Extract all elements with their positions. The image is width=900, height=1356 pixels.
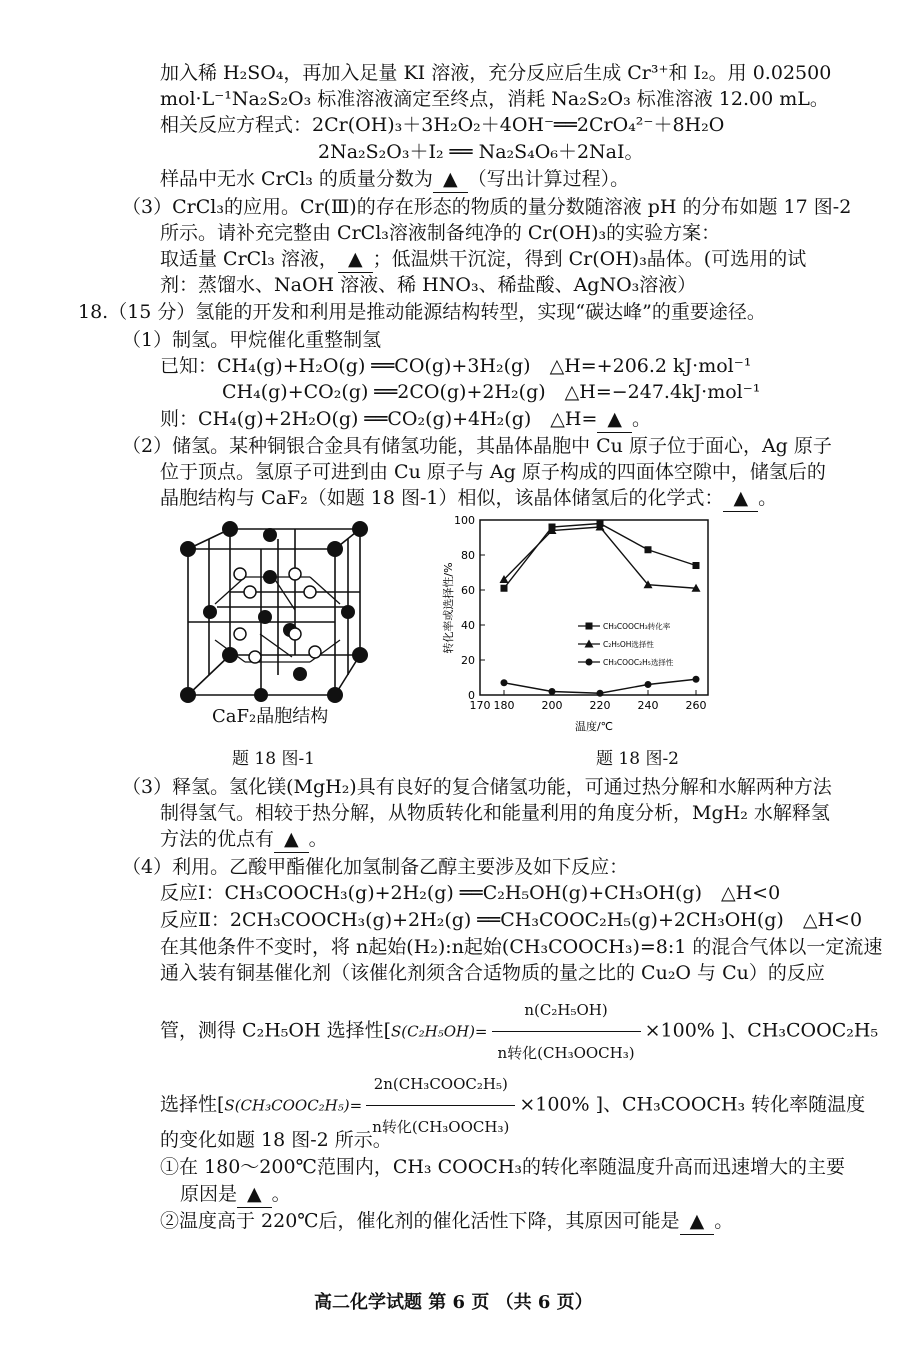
text: 。 — [758, 487, 778, 509]
text-line: 反应Ⅱ：2CH₃COOCH₃(g)+2H₂(g) ══CH₃COOC₂H₅(g)+2CH₃OH(g) △H<0 — [160, 909, 863, 931]
text: 。 — [632, 408, 652, 430]
caf2-unit-cell-figure — [170, 512, 380, 732]
text-line: ①在 180～200℃范围内，CH₃ COOCH₃的转化率随温度升高而迅速增大的主要 — [160, 1156, 846, 1178]
x-tick-label: 240 — [637, 699, 659, 712]
y-tick-label: 20 — [461, 654, 475, 667]
fraction-numerator: 2n(CH₃COOC₂H₅) — [366, 1064, 515, 1106]
page-footer: 高二化学试题 第 6 页 （共 6 页） — [314, 1292, 593, 1313]
text: ②温度高于 220℃后，催化剂的催化活性下降，其原因可能是 — [160, 1210, 680, 1232]
text-line — [160, 485, 777, 512]
text-line: 已知：CH₄(g)+H₂O(g) ══CO(g)+3H₂(g) △H=+206.2 kJ·mol⁻¹ — [160, 355, 752, 377]
data-point — [501, 585, 508, 592]
text-line — [160, 826, 328, 853]
text-line — [180, 1181, 291, 1208]
fraction-numerator: n(C₂H₅OH) — [492, 990, 641, 1032]
answer-blank: ▲ — [237, 1181, 272, 1208]
text-line: （3）释氢。氢化镁(MgH₂)具有良好的复合储氢功能，可通过热分解和水解两种方法 — [122, 776, 832, 798]
text-line: （2）储氢。某种铜银合金具有储氢功能，其晶体晶胞中 Cu 原子位于面心，Ag 原子 — [122, 435, 832, 457]
text: ；低温烘干沉淀，得到 Cr(OH)₃晶体。(可选用的试 — [372, 248, 807, 270]
y-tick-label: 80 — [461, 549, 475, 562]
legend-label: CH₃COOCH₃转化率 — [603, 622, 671, 631]
text-line: （3）CrCl₃的应用。Cr(Ⅲ)的存在形态的物质的量分数随溶液 pH 的分布如题 17 图-2 — [122, 196, 852, 218]
chart-figure — [440, 512, 720, 737]
x-tick-label: 220 — [589, 699, 611, 712]
text-line: 位于顶点。氢原子可进到由 Cu 原子与 Ag 原子构成的四面体空隙中，储氢后的 — [160, 461, 826, 483]
x-tick-label: 170 — [469, 699, 491, 712]
data-point — [693, 676, 700, 683]
data-point — [501, 679, 508, 686]
series-line — [504, 527, 696, 588]
text: 取适量 CrCl₃ 溶液， — [160, 248, 338, 270]
text: 样品中无水 CrCl₃ 的质量分数为 — [160, 168, 433, 190]
text: （写出计算过程）。 — [467, 168, 630, 190]
formula-lhs: S(C₂H₅OH)= — [390, 1022, 488, 1041]
text-line — [160, 246, 806, 273]
fraction-denominator: n转化(CH₃OOCH₃) — [372, 1118, 510, 1136]
text-line: 相关反应方程式：2Cr(OH)₃＋3H₂O₂＋4OH⁻══2CrO₄²⁻＋8H₂O — [160, 114, 725, 136]
data-point — [597, 690, 604, 697]
x-axis-label: 温度/℃ — [574, 720, 614, 733]
text-line: 的变化如题 18 图-2 所示。 — [160, 1129, 392, 1151]
figure1-caption: 题 18 图-1 — [232, 749, 315, 769]
text-line — [160, 1208, 733, 1235]
text-line: 在其他条件不变时，将 n起始(H₂):n起始(CH₃COOCH₃)=8:1 的混合气体以一定流速 — [160, 936, 883, 958]
series-circle — [501, 676, 700, 697]
text-line: 加入稀 H₂SO₄，再加入足量 KI 溶液，充分反应后生成 Cr³⁺和 I₂。用 0.02500 — [160, 62, 832, 84]
legend-marker — [586, 623, 593, 630]
legend-label: CH₃COOC₂H₅选择性 — [603, 658, 674, 667]
series-square — [501, 520, 700, 592]
text-line: 所示。请补充完整由 CrCl₃溶液制备纯净的 Cr(OH)₃的实验方案： — [160, 222, 721, 244]
figure1-inner-label: CaF₂晶胞结构 — [212, 706, 329, 727]
text-line: 剂：蒸馏水、NaOH 溶液、稀 HNO₃、稀盐酸、AgNO₃溶液） — [160, 274, 697, 296]
data-point — [645, 546, 652, 553]
x-tick-label: 180 — [493, 699, 515, 712]
text: 管，测得 C₂H₅OH 选择性[ — [160, 1019, 391, 1042]
text-line: 通入装有铜基催化剂（该催化剂须含合适物质的量之比的 Cu₂O 与 Cu）的反应 — [160, 962, 825, 984]
data-point — [549, 688, 556, 695]
formula-lhs: S(CH₃COOC₂H₅)= — [224, 1096, 363, 1115]
legend-marker — [586, 659, 593, 666]
legend-label: C₂H₅OH选择性 — [603, 640, 654, 649]
y-axis-label: 转化率或选择性/% — [442, 562, 455, 654]
text-line — [160, 166, 629, 193]
data-point — [693, 562, 700, 569]
answer-blank: ▲ — [433, 166, 468, 193]
text: 则：CH₄(g)+2H₂O(g) ══CO₂(g)+4H₂(g) △H= — [160, 408, 598, 430]
answer-blank: ▲ — [274, 826, 309, 853]
x-tick-label: 260 — [685, 699, 707, 712]
answer-blank: ▲ — [597, 406, 632, 433]
text-line: mol·L⁻¹Na₂S₂O₃ 标准溶液滴定至终点，消耗 Na₂S₂O₃ 标准溶液 12.00 mL。 — [160, 88, 829, 110]
text: 。 — [714, 1210, 734, 1232]
series-line — [504, 524, 696, 589]
text: 方法的优点有 — [160, 828, 275, 850]
text: 晶胞结构与 CaF₂（如题 18 图-1）相似，该晶体储氢后的化学式： — [160, 487, 724, 509]
text-line: CH₄(g)+CO₂(g) ══2CO(g)+2H₂(g) △H=−247.4kJ·mol⁻¹ — [222, 381, 761, 403]
formula-line — [160, 990, 878, 1073]
text-line: 反应Ⅰ：CH₃COOCH₃(g)+2H₂(g) ══C₂H₅OH(g)+CH₃OH(g) △H<0 — [160, 882, 781, 904]
y-tick-label: 60 — [461, 584, 475, 597]
text: 。 — [271, 1183, 291, 1205]
question-heading: 18.（15 分）氢能的开发和利用是推动能源结构转型，实现“碳达峰”的重要途径。 — [78, 301, 766, 323]
text-line: （4）利用。乙酸甲酯催化加氢制备乙醇主要涉及如下反应： — [122, 856, 629, 878]
text: ×100% ]、CH₃COOC₂H₅ — [644, 1019, 879, 1042]
figure2-caption: 题 18 图-2 — [596, 749, 679, 769]
text: 原因是 — [180, 1183, 238, 1205]
x-tick-label: 200 — [541, 699, 563, 712]
selectivity-fraction — [492, 990, 641, 1073]
text: ×100% ]、CH₃COOCH₃ 转化率随温度 — [519, 1093, 866, 1116]
text-line: （1）制氢。甲烷催化重整制氢 — [122, 329, 382, 351]
answer-blank: ▲ — [338, 246, 373, 273]
series-layer — [500, 520, 701, 697]
y-tick-label: 100 — [454, 514, 475, 527]
legend — [578, 621, 674, 667]
text-line: 2Na₂S₂O₃＋I₂ ══ Na₂S₄O₆＋2NaI。 — [318, 141, 644, 163]
text: 。 — [308, 828, 328, 850]
answer-blank: ▲ — [723, 485, 758, 512]
fraction-denominator: n转化(CH₃OOCH₃) — [497, 1044, 635, 1062]
text-line — [160, 406, 651, 433]
y-tick-label: 40 — [461, 619, 475, 632]
answer-blank: ▲ — [680, 1208, 715, 1235]
data-point — [645, 681, 652, 688]
text-line: 制得氢气。相较于热分解，从物质转化和能量利用的角度分析，MgH₂ 水解释氢 — [160, 802, 830, 824]
y-tick-label: 0 — [468, 689, 475, 702]
plot-frame — [480, 520, 708, 695]
text: 选择性[ — [160, 1093, 225, 1116]
